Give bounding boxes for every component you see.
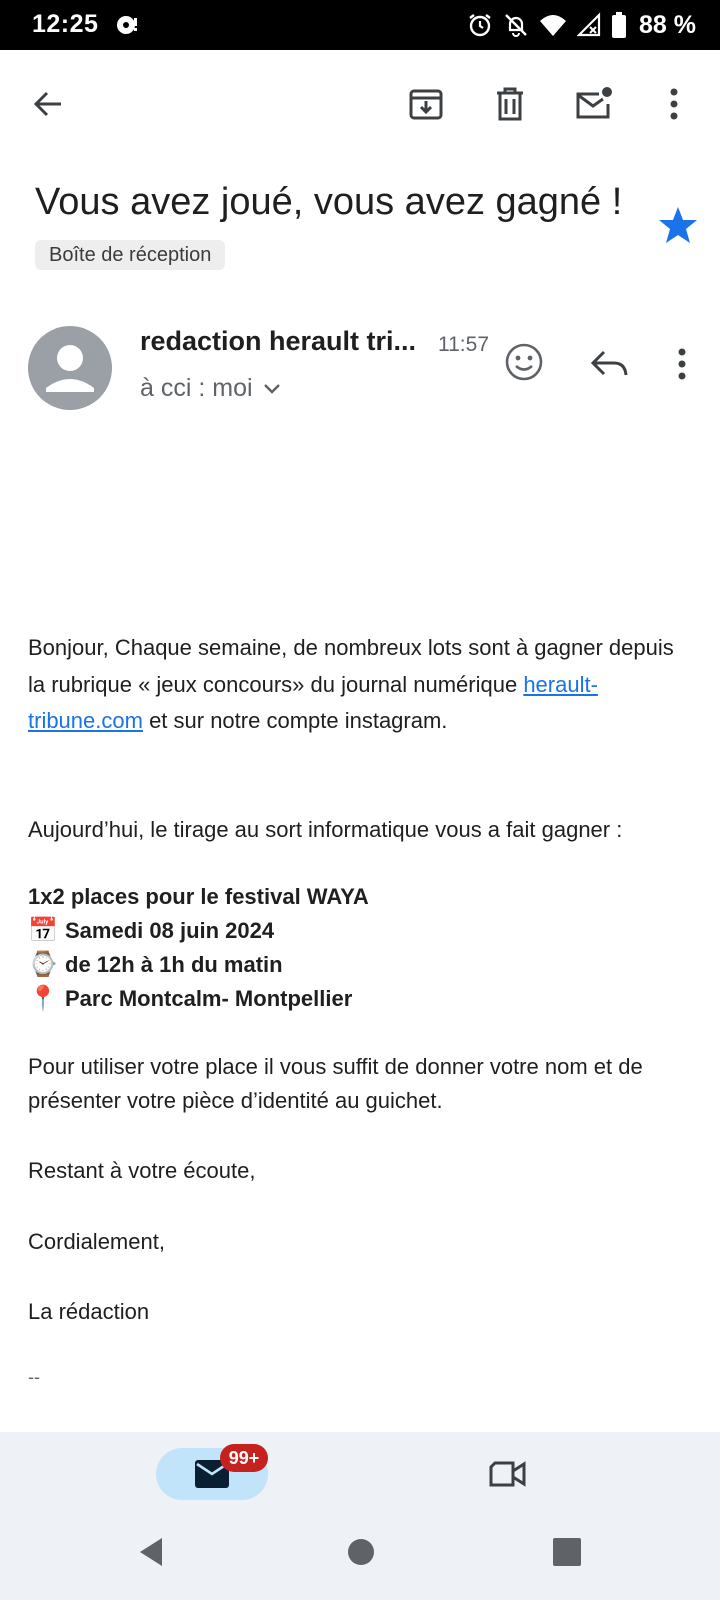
sender-name[interactable]: redaction herault tri... <box>140 326 417 356</box>
nav-recents-icon[interactable] <box>547 1532 587 1572</box>
wifi-icon <box>539 12 567 38</box>
body-paragraph-win: Aujourd’hui, le tirage au sort informatique vous a fait gagner : <box>28 817 623 842</box>
body-paragraph-closing: Restant à votre écoute, <box>28 1158 256 1183</box>
email-subject: Vous avez joué, vous avez gagné ! <box>35 181 623 223</box>
reply-icon[interactable] <box>588 342 632 386</box>
status-time: 12:25 <box>32 10 99 38</box>
unread-count-badge: 99+ <box>220 1444 268 1472</box>
prize-date: Samedi 08 juin 2024 <box>65 918 275 943</box>
more-vert-icon[interactable] <box>666 342 698 386</box>
battery-icon <box>611 11 627 39</box>
intro-text-end: et sur notre compte instagram. <box>142 708 448 733</box>
signal-icon <box>577 12 601 38</box>
video-camera-icon <box>489 1460 527 1488</box>
status-icons <box>467 10 696 40</box>
star-icon[interactable] <box>656 203 700 247</box>
back-button[interactable] <box>22 78 74 130</box>
delete-icon <box>493 86 527 122</box>
prize-place-line <box>28 982 692 1016</box>
system-navigation-bar <box>0 1500 720 1600</box>
archive-icon <box>408 86 444 122</box>
person-icon <box>28 326 112 410</box>
prize-place: Parc Montcalm- Montpellier <box>65 986 353 1011</box>
status-bar <box>0 0 720 50</box>
more-options-button[interactable] <box>648 78 700 130</box>
back-arrow-icon <box>31 87 65 121</box>
website-link[interactable]: herault-tribune.com <box>28 671 598 733</box>
delete-button[interactable] <box>484 78 536 130</box>
media-icon <box>114 12 140 38</box>
sender-avatar[interactable] <box>28 326 112 410</box>
recipient-text: à cci : moi <box>140 374 253 402</box>
location-pin-icon: 📍 <box>28 985 58 1012</box>
battery-level: 88 % <box>639 10 696 39</box>
email-time: 11:57 <box>438 333 489 356</box>
more-vert-icon <box>668 86 680 122</box>
add-reaction-icon[interactable] <box>502 340 546 384</box>
inbox-label-chip[interactable]: Boîte de réception <box>35 240 225 270</box>
nav-home-icon[interactable] <box>341 1532 381 1572</box>
mark-unread-button[interactable] <box>568 78 620 130</box>
archive-button[interactable] <box>400 78 452 130</box>
recipient-details-toggle[interactable] <box>140 374 281 403</box>
email-toolbar <box>0 50 720 160</box>
signature-separator: -- <box>28 1367 40 1387</box>
chevron-down-icon <box>263 383 281 395</box>
calendar-icon: 📅 <box>28 917 58 944</box>
body-paragraph-signature-name: La rédaction <box>28 1299 150 1324</box>
body-paragraph-intro <box>28 630 692 740</box>
notifications-off-icon <box>503 12 529 38</box>
intro-text: Bonjour, Chaque semaine, de nombreux lots sont à gagner depuis la rubrique « jeux concours» du journal numérique <box>28 635 674 697</box>
prize-time: de 12h à 1h du matin <box>65 952 283 977</box>
alarm-icon <box>467 12 493 38</box>
meet-tab[interactable] <box>484 1452 532 1496</box>
prize-date-line <box>28 914 692 948</box>
prize-time-line <box>28 948 692 982</box>
body-paragraph-regards: Cordialement, <box>28 1229 165 1254</box>
prize-title: 1x2 places pour le festival WAYA <box>28 884 369 909</box>
body-paragraph-instructions: Pour utiliser votre place il vous suffit de donner votre nom et de présenter votre pièce d’identité au guichet. <box>28 1054 643 1113</box>
watch-icon: ⌚ <box>28 951 58 978</box>
mark-unread-icon <box>574 86 614 122</box>
prize-details <box>28 880 692 1016</box>
nav-back-icon[interactable] <box>132 1532 172 1572</box>
